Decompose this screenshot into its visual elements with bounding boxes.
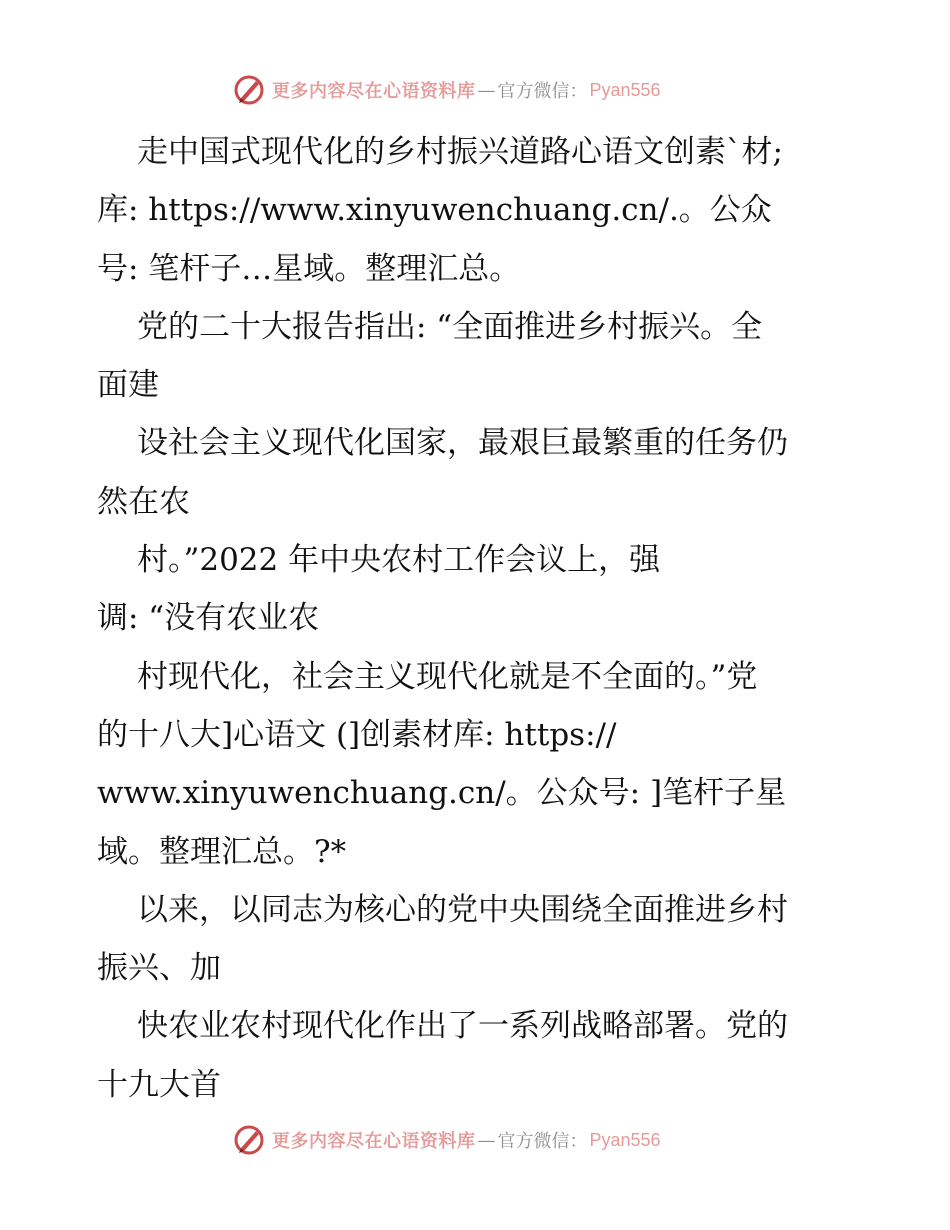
footer-banner: [232, 1122, 661, 1158]
banner-wechat-id: Pyan556: [589, 79, 661, 100]
document-body: [97, 123, 877, 1114]
pen-logo-icon: [232, 1123, 266, 1157]
pen-logo-icon: [232, 73, 266, 107]
text-line: 以来，以同志为核心的党中央围绕全面推进乡村: [137, 891, 788, 928]
header-banner: [232, 72, 661, 108]
banner-wechat-label: 官方微信：: [497, 1131, 588, 1152]
text-line: 快农业农村现代化作出了一系列战略部署。党的: [137, 1008, 788, 1045]
text-line: 号: 笔杆子…星域。整理汇总。: [97, 250, 521, 287]
banner-wechat-id: Pyan556: [589, 1129, 661, 1150]
banner-site-text: 更多内容尽在心语资料库: [272, 81, 476, 102]
text-line: 调: “没有农业农: [97, 600, 320, 637]
text-line: 振兴、加: [97, 950, 221, 987]
banner-wechat-label: 官方微信：: [497, 81, 588, 102]
text-line: www.xinyuwenchuang.cn/。公众号: ]笔杆子星: [97, 775, 787, 812]
banner-site-text: 更多内容尽在心语资料库: [272, 1131, 476, 1152]
text-line: 面建: [97, 367, 159, 404]
text-line: 域。整理汇总。?*: [97, 833, 347, 870]
text-line: 村现代化，社会主义现代化就是不全面的。”党: [137, 658, 758, 695]
text-line: 的十八大]心语文 (]创素材库: https://: [97, 716, 617, 753]
text-line: 党的二十大报告指出: “全面推进乡村振兴。全: [137, 308, 763, 345]
banner-dash: —: [477, 1129, 496, 1151]
text-line: 然在农: [97, 483, 190, 520]
text-line: 十九大首: [97, 1066, 221, 1103]
text-line: 设社会主义现代化国家，最艰巨最繁重的任务仍: [137, 425, 788, 462]
text-line: 村。”2022 年中央农村工作会议上，强: [137, 542, 661, 579]
text-line: 库: https://www.xinyuwenchuang.cn/.。公众: [97, 192, 772, 229]
text-line: 走中国式现代化的乡村振兴道路心语文创素`材;: [137, 134, 783, 170]
banner-dash: —: [477, 79, 496, 101]
